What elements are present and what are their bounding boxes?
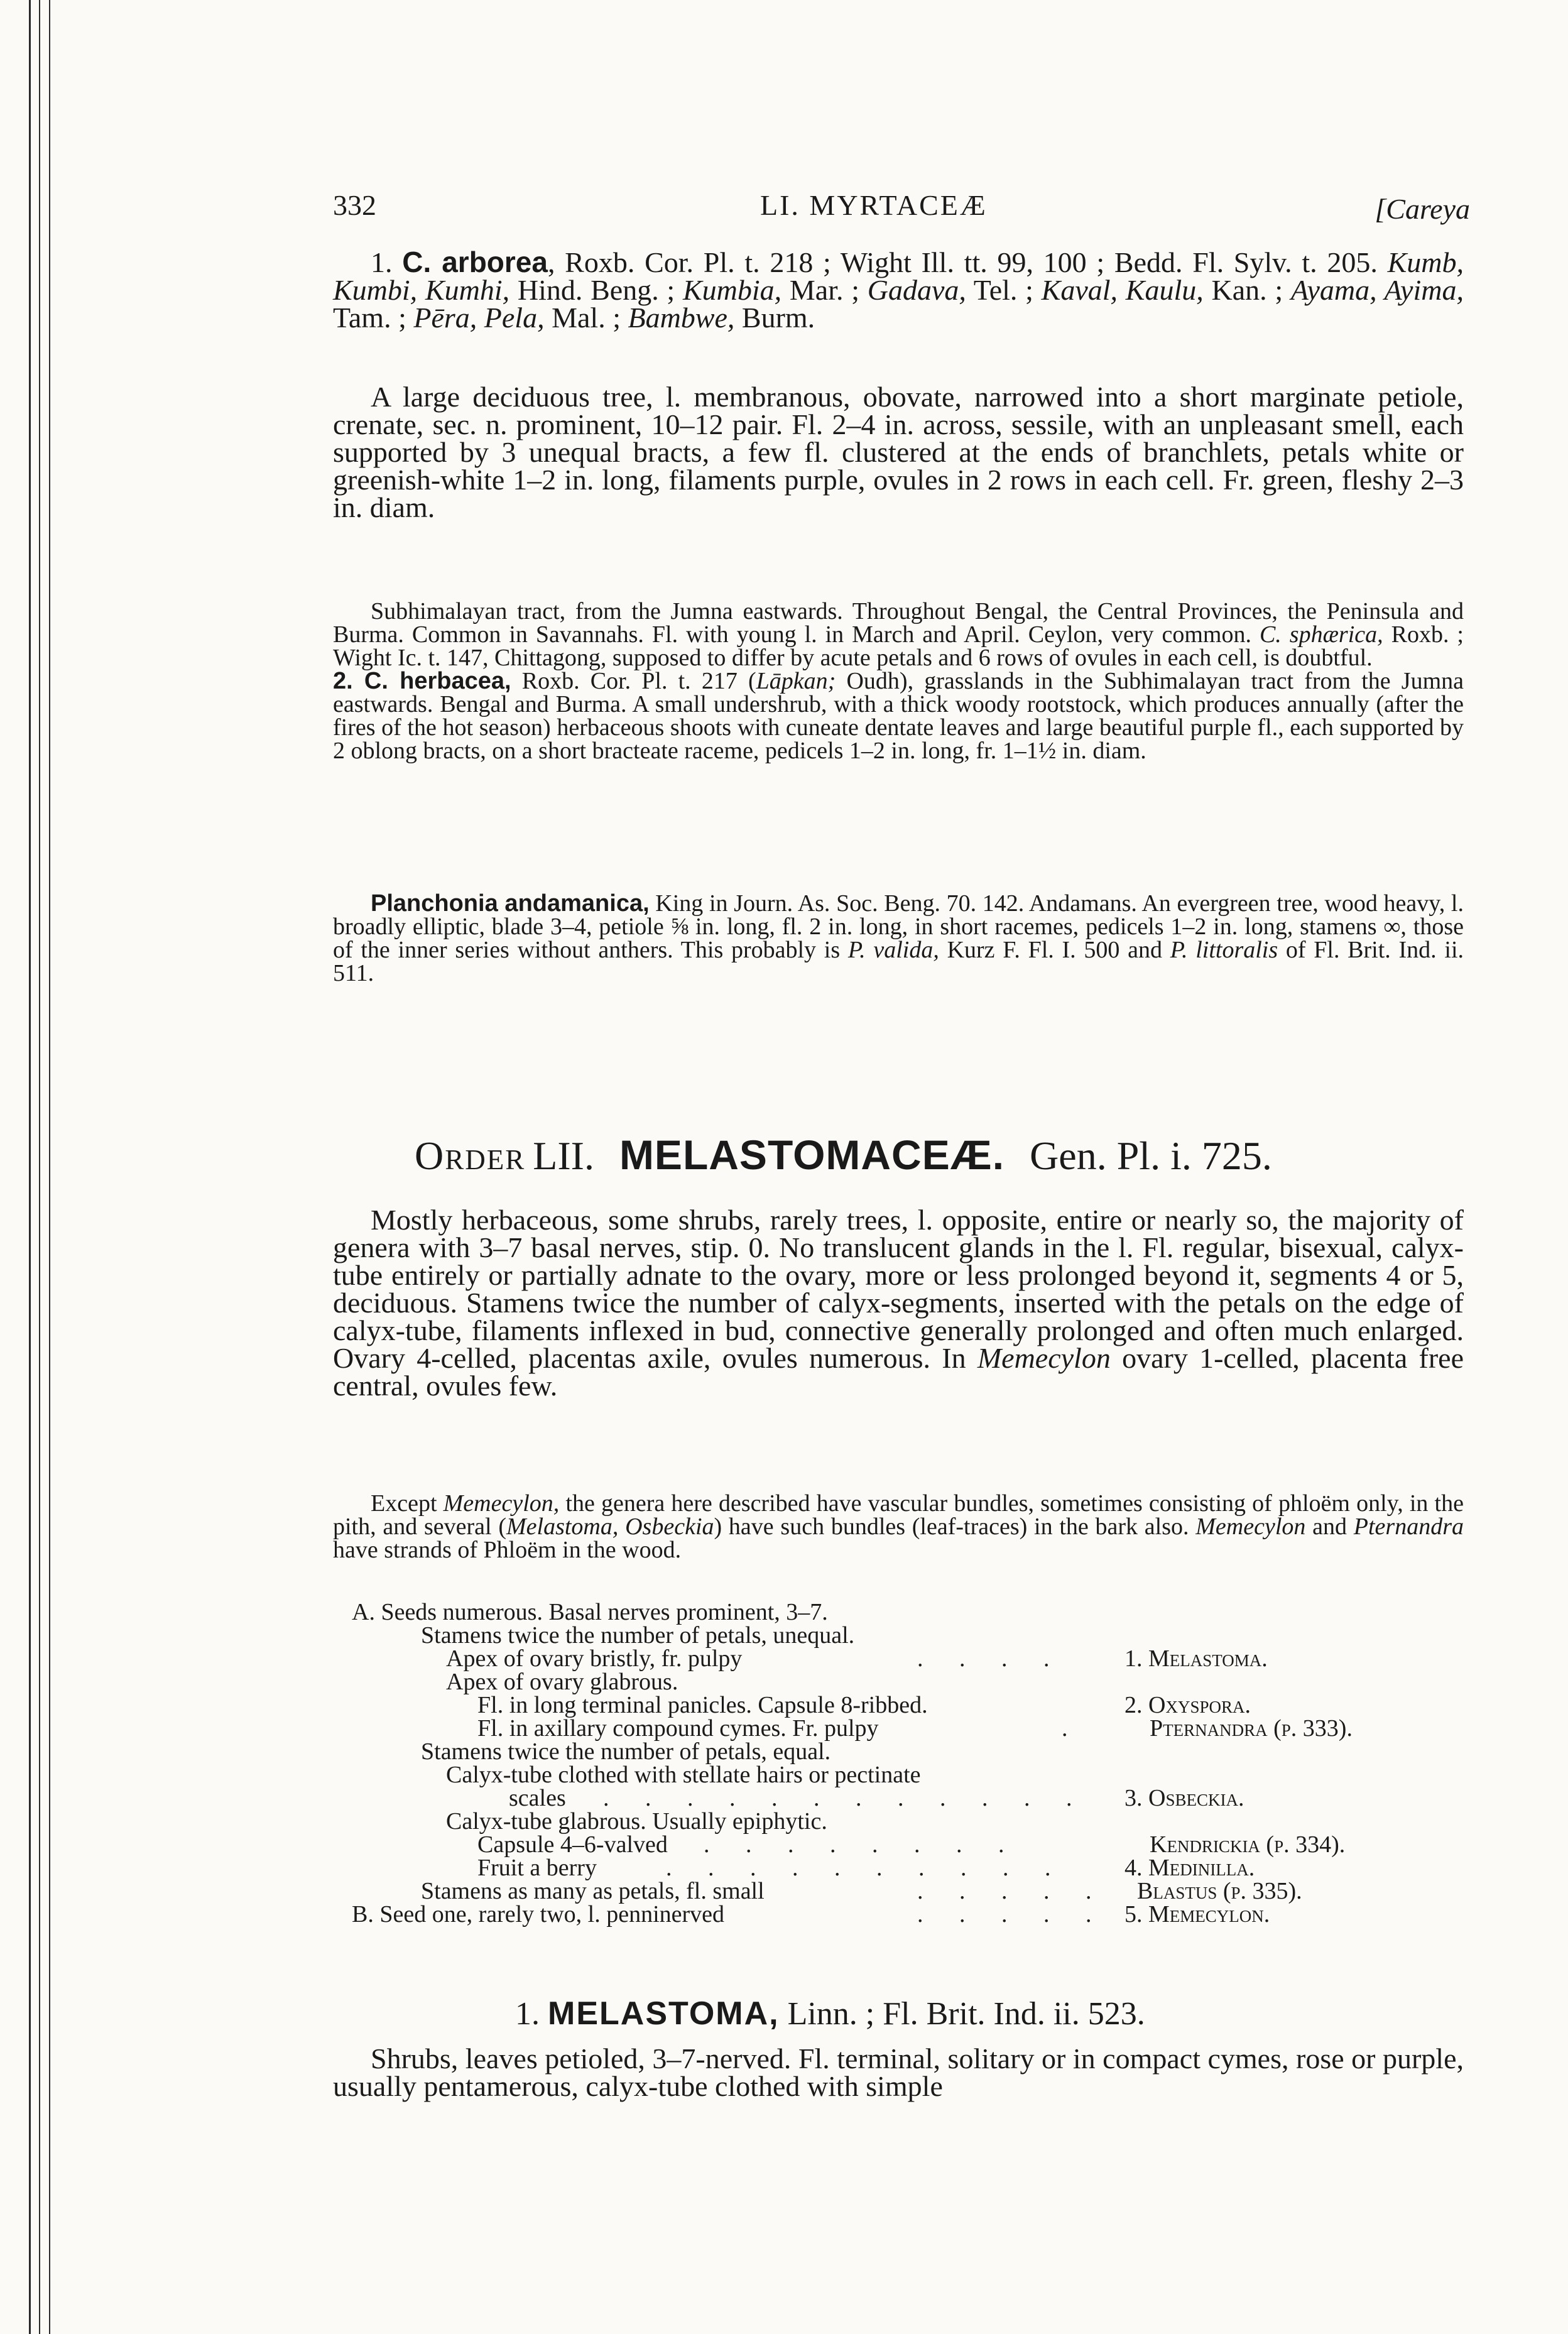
page-title: LI. MYRTACEÆ xyxy=(760,189,988,221)
anatomy-note: Except Memecylon, the genera here described have vascular bundles, sometimes consisting of phloëm only, in the pith, and several (Melastoma, Osbeckia) have such bundles (leaf-traces) in the bark also. Memecylon and Pternandra have strands of Phloëm in the wood. xyxy=(333,1490,1464,1563)
page-number: 332 xyxy=(333,189,376,221)
key-row: Fl. in long terminal panicles. Capsule 8-ribbed. 2. Oxyspora. xyxy=(477,1692,1251,1718)
order-description: Mostly herbaceous, some shrubs, rarely trees, l. opposite, entire or nearly so, the majority of genera with 3–7 basal nerves, stip. 0. No translucent glands in the l. Fl. regular, bisexual, calyx-tube entirely or partially adnate to the ovary, more or less prolonged beyond it, segments 4 or 5, deciduous. Stamens twice the number of calyx-segments, inserted with the petals on the edge of calyx-tube, filaments inflexed in bud, connective generally prolonged and often much enlarged. Ovary 4-celled, placentas axile, ovules numerous. In Memecylon ovary 1-celled, placenta free central, ovules few. xyxy=(333,1204,1464,1402)
order-heading: Order LII. MELASTOMACEÆ. Gen. Pl. i. 725. xyxy=(415,1132,1272,1178)
species-name: C. arborea xyxy=(402,246,548,278)
key-row: Fl. in axillary compound cymes. Fr. pulpy . Pternandra (p. 333). xyxy=(477,1715,1353,1742)
key-row: scales . . . . . . . . . . . . 3. Osbeckia. xyxy=(509,1785,1244,1811)
species-description: A large deciduous tree, l. membranous, obovate, narrowed into a short marginate petiole, crenate, sec. n. prominent, 10–12 pair. Fl. 2–4 in. across, sessile, with an unpleasant smell, each supported by 3 unequal bracts, a few fl. clustered at the ends of branchlets, petals white or greenish-white 1–2 in. long, filaments purple, ovules in 2 rows in each cell. Fr. green, fleshy 2–3 in. diam. xyxy=(333,381,1464,523)
running-header xyxy=(333,188,1470,226)
key-row: Calyx-tube clothed with stellate hairs or pectinate xyxy=(446,1762,921,1788)
running-genus: [Careya xyxy=(1375,193,1470,225)
binding-line xyxy=(39,0,40,2334)
key-row: Apex of ovary bristly, fr. pulpy . . . . 1. Melastoma. xyxy=(446,1645,1268,1672)
species-name: Planchonia andamanica, xyxy=(371,890,650,917)
key-row: Stamens twice the number of petals, equal. xyxy=(421,1738,831,1765)
species-name: 2. C. herbacea, xyxy=(333,668,511,694)
species-entry-careya-arborea: 1. C. arborea, Roxb. Cor. Pl. t. 218 ; Wight Ill. tt. 99, 100 ; Bedd. Fl. Sylv. t. 205. Kumb, Kumbi, Kumhi, Hind. Beng. ; Kumbia, Mar. ; Gadava, Tel. ; Kaval, Kaulu, Kan. ; Ayama, Ayima, Tam. ; Pēra, Pela, Mal. ; Bambwe, Burm. xyxy=(333,246,1464,334)
genus-description: Shrubs, leaves petioled, 3–7-nerved. Fl. terminal, solitary or in compact cymes, rose or purple, usually pentamerous, calyx-tube clothed with simple xyxy=(333,2042,1464,2102)
genus-heading: 1. MELASTOMA, Linn. ; Fl. Brit. Ind. ii. 523. xyxy=(515,1995,1145,2032)
key-row: B. Seed one, rarely two, l. penninerved . . . . . 5. Memecylon. xyxy=(352,1901,1270,1928)
key-row: Apex of ovary glabrous. xyxy=(446,1669,678,1695)
key-row: A. Seeds numerous. Basal nerves prominent, 3–7. xyxy=(352,1599,828,1625)
key-row: Stamens twice the number of petals, unequal. xyxy=(421,1622,855,1649)
genus-key xyxy=(352,1601,1483,1926)
binding-line xyxy=(29,0,31,2334)
binding-line xyxy=(49,0,50,2334)
key-row: Calyx-tube glabrous. Usually epiphytic. xyxy=(446,1808,827,1835)
distribution-notes: Subhimalayan tract, from the Jumna eastwards. Throughout Bengal, the Central Provinces, the Peninsula and Burma. Common in Savannahs. Fl. with young l. in March and April. Ceylon, very common. C. sphærica, Roxb. ; Wight Ic. t. 147, Chittagong, supposed to differ by acute petals and 6 rows of ovules in each cell, is doubtful. 2. C. herbacea, Roxb. Cor. Pl. t. 217 (Lāpkan; Oudh), grasslands in the Subhimalayan tract from the Jumna eastwards. Bengal and Burma. A small undershrub, with a thick woody rootstock, which produces annually (after the fires of the hot season) herbaceous shoots with cuneate dentate leaves and large beautiful purple fl., each supported by 2 oblong bracts, on a short bracteate raceme, pedicels 1–2 in. long, fr. 1–1½ in. diam. xyxy=(333,598,1464,764)
planchonia-note: Planchonia andamanica, King in Journ. As. Soc. Beng. 70. 142. Andamans. An evergreen tree, wood heavy, l. broadly elliptic, blade 3–4, petiole ⅝ in. long, fl. 2 in. long, in short racemes, pedicels 1–2 in. long, stamens ∞, those of the inner series without anthers. This probably is P. valida, Kurz F. Fl. I. 500 and P. littoralis of Fl. Brit. Ind. ii. 511. xyxy=(333,890,1464,986)
key-row: Fruit a berry . . . . . . . . . . 4. Medinilla. xyxy=(477,1855,1255,1881)
order-name: MELASTOMACEÆ. xyxy=(619,1132,1005,1178)
key-row: Stamens as many as petals, fl. small . . . . . Blastus (p. 335). xyxy=(421,1878,1302,1904)
key-row: Capsule 4–6-valved . . . . . . . . Kendrickia (p. 334). xyxy=(477,1831,1346,1858)
genus-name: MELASTOMA, xyxy=(548,1995,780,2032)
